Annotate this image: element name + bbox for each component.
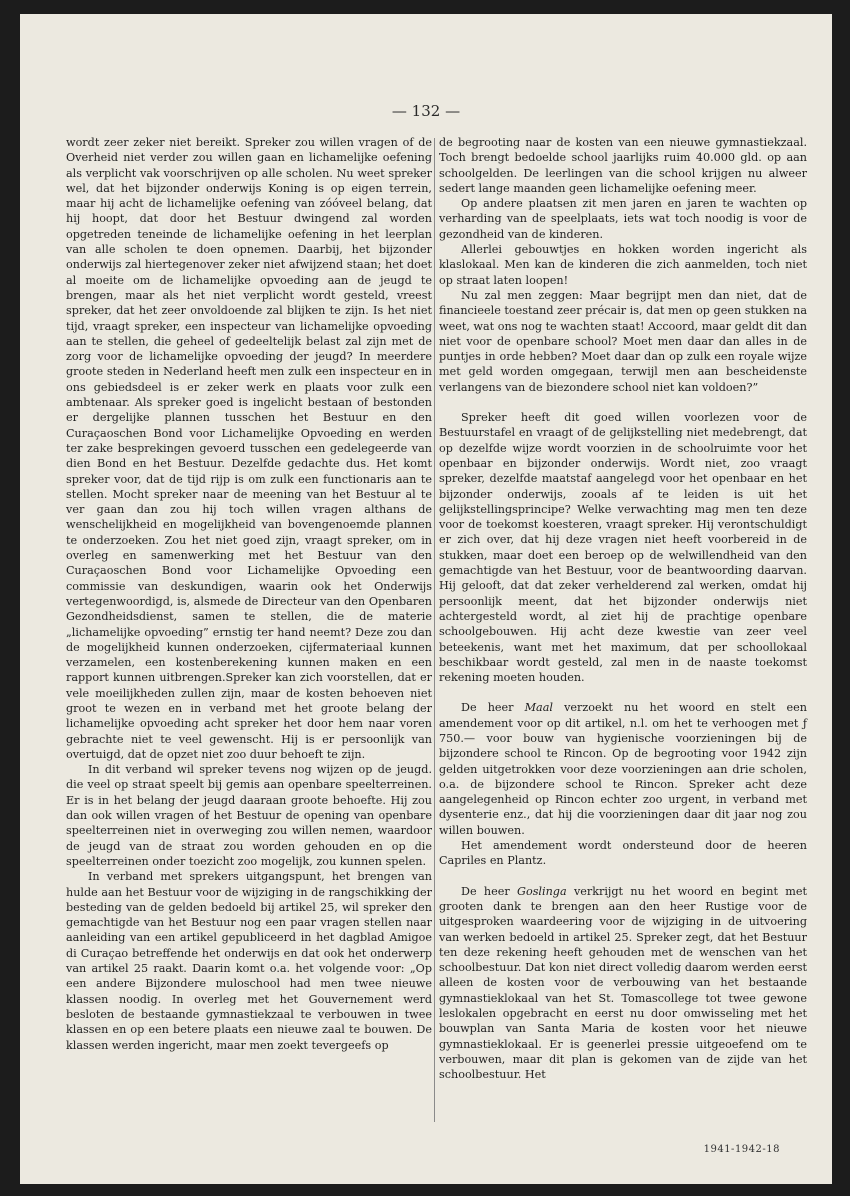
text-run: De heer xyxy=(461,884,518,898)
paragraph: Op andere plaatsen zit men jaren en jaren te wachten op verharding van de speelplaats, iets wat toch noodig is voor de gezondheid van de kinderen. xyxy=(439,197,807,241)
text-run: verzoekt nu het woord en stelt een amendement voor op dit artikel, n.l. om het te verhoogen met ƒ 750.— voor bouw van hygienische voorzieningen bij de bijzondere school te Rincon. Op de begrooting voor 1942 zijn gelden uitgetrokken voor deze voorzieningen aan drie scholen, o.a. de bijzondere school te Rincon. Spreker acht deze aangelegenheid op Rincon echter zoo urgent, in verband met dysenterie enz., dat hij die voorzieningen daar dit jaar nog zou willen bouwen. xyxy=(439,701,807,837)
text-run: De heer xyxy=(461,701,525,715)
paragraph-goslinga xyxy=(439,884,807,1083)
left-column xyxy=(66,135,432,1053)
paragraph: Nu zal men zeggen: Maar begrijpt men dan niet, dat de financieele toestand zeer précair is, dat men op geen stukken na weet, wat ons nog te wachten staat! Accoord, maar geldt dit dan niet voor de openbare school? Moet men daar dan alles in de puntjes in orde hebben? Moet daar dan op zulk een royale wijze met geld worden omgegaan, terwijl men aan bescheidenste verlangens van de biezondere school niet kan voldoen?” xyxy=(439,288,807,394)
paragraph: Spreker heeft dit goed willen voorlezen voor de Bestuurstafel en vraagt of de gelijkstelling niet medebrengt, dat op dezelfde wijze wordt voorzien in de schoolruimte voor het openbaar en bijzonder onderwijs. Wordt niet, zoo vraagt spreker, dezelfde maatstaf aangelegd voor het openbaar en het bijzonder onderwijs, zooals af te leiden is uit het gelijkstellingsprincipe? Welke verwachting mag men ten deze voor de toekomst koesteren, vraagt spreker. Hij verontschuldigt er zich over, dat hij deze vragen niet heeft voorbereid in de stukken, maar doet een beroep op de welwillendheid van den gemachtigde van het Bestuur, voor de beantwoording daarvan. Hij gelooft, dat dat zeker verhelderend zal werken, omdat hij persoonlijk meent, dat het bijzonder onderwijs niet achtergesteld wordt, al ziet hij de prachtige openbare schoolgebouwen. Hij acht deze kwestie van zeer veel beteekenis, want met het maximum, dat per schoollokaal beschikbaar wordt gesteld, zal men in de naaste toekomst rekening moeten houden. xyxy=(439,411,807,685)
document-page xyxy=(20,14,832,1184)
paragraph: de begrooting naar de kosten van een nieuwe gymnastiekzaal. Toch brengt bedoelde school jaarlijks ruim 40.000 gld. op aan schoolgelden. De leerlingen van die school krijgen nu alweer sedert lange maanden geen lichamelijke oefening meer. xyxy=(439,136,807,195)
paragraph: Allerlei gebouwtjes en hokken worden ingericht als klaslokaal. Men kan de kinderen die zich aanmelden, toch niet op straat laten loopen! xyxy=(439,243,807,287)
page-number: — 132 — xyxy=(391,102,461,120)
right-column xyxy=(439,135,807,1083)
paragraph-maal xyxy=(439,700,807,838)
paragraph: In dit verband wil spreker tevens nog wijzen op de jeugd. die veel op straat speelt bij gemis aan openbare speelterreinen. Er is in het belang der jeugd daaraan groote behoefte. Hij zou dan ook willen vragen of het Bestuur de opening van openbare speelterreinen niet in overweging zou willen nemen, waardoor de jeugd van de straat zou worden gehouden en op die speelterreinen onder toezicht zoo mogelijk, zou kunnen spelen. xyxy=(66,763,432,868)
paragraph: In verband met sprekers uitgangspunt, het brengen van hulde aan het Bestuur voor de wijziging in de rangschikking der besteding van de gelden bedoeld bij artikel 25, wil spreker den gemachtigde van het Bestuur nog een paar vragen stellen naar aanleiding van een artikel gepubliceerd in het dagblad Amigoe di Curaçao betreffende het onderwijs en dat ook het onderwerp van artikel 25 raakt. Daarin komt o.a. het volgende voor: „Op een andere Bijzondere muloschool had men twee nieuwe klassen noodig. In overleg met het Gouvernement werd besloten de bestaande gymnastiekzaal te verbouwen in twee klassen en op een betere plaats een nieuwe zaal te bouwen. De klassen werden ingericht, maar men zoekt tevergeefs op xyxy=(66,870,432,1052)
archive-mark: 1941-1942-18 xyxy=(703,1144,780,1155)
text-run: verkrijgt nu het woord en begint met grooten dank te brengen aan den heer Rustige voor de uitgesproken waardeering voor de wijziging in de uitvoering van werken bedoeld in artikel 25. Spreker zegt, dat het Bestuur ten deze rekening heeft gehouden met de wenschen van het schoolbestuur. Dat kon niet direct volledig daarom werden eerst alleen de kosten voor de verbouwing van het bestaande gymnastieklokaal van het St. Tomascollege tot twee gewone leslokalen opgebracht en eerst nu door omwisseling met het bouwplan van Santa Maria de kosten voor het nieuwe gymnastieklokaal. Er is geenerlei pressie uitgeoefend om te verbouwen, maar dit plan is gekomen van de zijde van het schoolbestuur. Het xyxy=(439,884,807,1082)
paragraph: wordt zeer zeker niet bereikt. Spreker zou willen vragen of de Overheid niet verder zou willen gaan en lichamelijke oefening als verplicht vak voorschrijven op alle scholen. Nu weet spreker wel, dat het bijzonder onderwijs Koning is op eigen terrein, maar hij acht de lichamelijke oefening van zóóveel belang, dat hij hoopt, dat door het Bestuur dwingend zal worden opgetreden teneinde de lichamelijke oefening in het leerplan van alle scholen te doen opnemen. Daarbij, het bijzonder onderwijs zal hiertegenover zeker niet afwijzend staan; het doet al moeite om de lichamelijke opvoeding aan de jeugd te brengen, maar als het niet verplicht wordt gesteld, vreest spreker, dat het zeer onvoldoende zal blijken te zijn. Is het niet tijd, vraagt spreker, een inspecteur van lichamelijke opvoeding aan te stellen, die geheel of gedeeltelijk belast zal zijn met de zorg voor de lichamelijke opvoeding der jeugd? In meerdere groote steden in Nederland heeft men zulk een inspecteur en in ons gebiedsdeel is er zeker werk en plaats voor zulk een ambtenaar. Als spreker goed is ingelicht bestaan of bestonden er dergelijke plannen tusschen het Bestuur en den Curaçaoschen Bond voor Lichamelijke Opvoeding en werden ter zake besprekingen gevoerd tusschen een gedelegeerde van dien Bond en het Bestuur. Dezelfde gedachte dus. Het komt spreker voor, dat de tijd rijp is om zulk een functionaris aan te stellen. Mocht spreker naar de meening van het Bestuur al te ver gaan dan zou hij toch willen vragen althans de wenschelijkheid en mogelijkheid van bovengenoemde plannen te onderzoeken. Zou het niet goed zijn, vraagt spreker, om in overleg en samenwerking met het Bestuur van den Curaçaoschen Bond voor Lichamelijke Opvoeding een commissie van deskundigen, waarin ook het Onderwijs vertegenwoordigd, is, alsmede de Directeur van den Openbaren Gezondheidsdienst, samen te stellen, die de materie „lichamelijke opvoeding” ernstig ter hand neemt? Deze zou dan de mogelijkheid kunnen onderzoeken, cijfermateriaal kunnen verzamelen, een kostenberekening kunnen maken en een rapport kunnen uitbrengen.Spreker kan zich voorstellen, dat er vele moeilijkheden zullen zijn, maar de kosten behoeven niet groot te wezen en in verband met het groote belang der lichamelijke opvoeding acht spreker het door hem naar voren gebrachte niet te veel gewenscht. Hij is er persoonlijk van overtuigd, dat de opzet niet zoo duur behoeft te zijn. xyxy=(66,136,432,761)
speaker-name: Maal xyxy=(524,701,553,715)
column-divider xyxy=(434,138,435,1122)
paragraph: Het amendement wordt ondersteund door de heeren Capriles en Plantz. xyxy=(439,839,807,868)
speaker-name: Goslinga xyxy=(517,884,567,898)
